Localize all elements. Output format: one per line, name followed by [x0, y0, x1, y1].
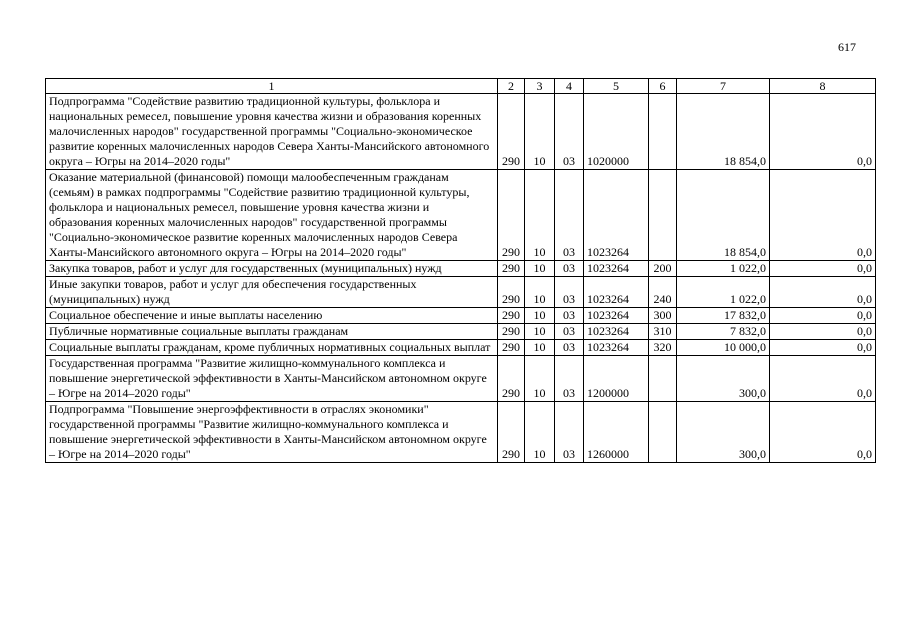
page-number: 617	[838, 40, 856, 54]
row-name-cell: Подпрограмма "Содействие развитию традиционной культуры, фольклора и национальных ремесел, повышение уровня качества жизни и образования коренных малочисленных народов" государственной программы "Социально-экономическое развитие коренных малочисленных народов Севера Ханты-Мансийского автономного округа – Югры на 2014–2020 годы"	[46, 94, 498, 170]
table-row	[46, 324, 876, 340]
table-row	[46, 356, 876, 402]
column-header: 8	[770, 79, 876, 94]
row-name-cell: Иные закупки товаров, работ и услуг для обеспечения государственных (муниципальных) нужд	[46, 277, 498, 308]
table-row	[46, 94, 876, 170]
target-article-cell: 1260000	[584, 402, 649, 463]
ministry-code-cell: 290	[498, 277, 525, 308]
federal-amount-cell: 0,0	[770, 170, 876, 261]
row-name-cell: Закупка товаров, работ и услуг для государственных (муниципальных) нужд	[46, 261, 498, 277]
federal-amount-cell: 0,0	[770, 340, 876, 356]
federal-amount-cell: 0,0	[770, 94, 876, 170]
table-row	[46, 277, 876, 308]
federal-amount-cell: 0,0	[770, 324, 876, 340]
amount-cell: 7 832,0	[677, 324, 770, 340]
column-header: 1	[46, 79, 498, 94]
column-header: 7	[677, 79, 770, 94]
target-article-cell: 1023264	[584, 170, 649, 261]
subsection-code-cell: 03	[555, 356, 584, 402]
subsection-code-cell: 03	[555, 340, 584, 356]
row-name-cell: Социальные выплаты гражданам, кроме публичных нормативных социальных выплат	[46, 340, 498, 356]
subsection-code-cell: 03	[555, 308, 584, 324]
column-header: 4	[555, 79, 584, 94]
ministry-code-cell: 290	[498, 170, 525, 261]
target-article-cell: 1023264	[584, 261, 649, 277]
amount-cell: 18 854,0	[677, 170, 770, 261]
ministry-code-cell: 290	[498, 308, 525, 324]
table-row	[46, 402, 876, 463]
table-row	[46, 308, 876, 324]
ministry-code-cell: 290	[498, 402, 525, 463]
amount-cell: 1 022,0	[677, 261, 770, 277]
section-code-cell: 10	[525, 324, 555, 340]
section-code-cell: 10	[525, 308, 555, 324]
amount-cell: 18 854,0	[677, 94, 770, 170]
federal-amount-cell: 0,0	[770, 356, 876, 402]
section-code-cell: 10	[525, 170, 555, 261]
column-header: 3	[525, 79, 555, 94]
amount-cell: 300,0	[677, 402, 770, 463]
expense-type-cell	[649, 356, 677, 402]
target-article-cell: 1023264	[584, 340, 649, 356]
expense-type-cell: 240	[649, 277, 677, 308]
subsection-code-cell: 03	[555, 324, 584, 340]
federal-amount-cell: 0,0	[770, 277, 876, 308]
amount-cell: 10 000,0	[677, 340, 770, 356]
row-name-cell: Государственная программа "Развитие жилищно-коммунального комплекса и повышение энергетической эффективности в Ханты-Мансийском автономном округе – Югре на 2014–2020 годы"	[46, 356, 498, 402]
ministry-code-cell: 290	[498, 356, 525, 402]
subsection-code-cell: 03	[555, 94, 584, 170]
section-code-cell: 10	[525, 402, 555, 463]
ministry-code-cell: 290	[498, 324, 525, 340]
amount-cell: 17 832,0	[677, 308, 770, 324]
table-row	[46, 261, 876, 277]
subsection-code-cell: 03	[555, 402, 584, 463]
table-header-row	[46, 79, 876, 94]
expense-type-cell	[649, 170, 677, 261]
expense-type-cell: 310	[649, 324, 677, 340]
ministry-code-cell: 290	[498, 94, 525, 170]
row-name-cell: Подпрограмма "Повышение энергоэффективности в отраслях экономики" государственной программы "Развитие жилищно-коммунального комплекса и повышение энергетической эффективности в Ханты-Мансийском автономном округе – Югре на 2014–2020 годы"	[46, 402, 498, 463]
target-article-cell: 1023264	[584, 277, 649, 308]
subsection-code-cell: 03	[555, 170, 584, 261]
subsection-code-cell: 03	[555, 261, 584, 277]
row-name-cell: Публичные нормативные социальные выплаты гражданам	[46, 324, 498, 340]
column-header: 6	[649, 79, 677, 94]
target-article-cell: 1020000	[584, 94, 649, 170]
amount-cell: 1 022,0	[677, 277, 770, 308]
table-row	[46, 170, 876, 261]
federal-amount-cell: 0,0	[770, 402, 876, 463]
ministry-code-cell: 290	[498, 261, 525, 277]
section-code-cell: 10	[525, 277, 555, 308]
ministry-code-cell: 290	[498, 340, 525, 356]
expense-type-cell: 200	[649, 261, 677, 277]
budget-table	[45, 78, 876, 463]
section-code-cell: 10	[525, 94, 555, 170]
row-name-cell: Социальное обеспечение и иные выплаты населению	[46, 308, 498, 324]
target-article-cell: 1200000	[584, 356, 649, 402]
row-name-cell: Оказание материальной (финансовой) помощи малообеспеченным гражданам (семьям) в рамках подпрограммы "Содействие развитию традиционной культуры, фольклора и национальных ремесел, повышение уровня качества жизни и образования коренных малочисленных народов" государственной программы "Социально-экономическое развитие коренных малочисленных народов Севера Ханты-Мансийского автономного округа – Югры на 2014–2020 годы"	[46, 170, 498, 261]
section-code-cell: 10	[525, 356, 555, 402]
expense-type-cell: 300	[649, 308, 677, 324]
column-header: 5	[584, 79, 649, 94]
section-code-cell: 10	[525, 261, 555, 277]
federal-amount-cell: 0,0	[770, 261, 876, 277]
federal-amount-cell: 0,0	[770, 308, 876, 324]
column-header: 2	[498, 79, 525, 94]
expense-type-cell	[649, 402, 677, 463]
expense-type-cell	[649, 94, 677, 170]
section-code-cell: 10	[525, 340, 555, 356]
target-article-cell: 1023264	[584, 308, 649, 324]
amount-cell: 300,0	[677, 356, 770, 402]
table-row	[46, 340, 876, 356]
subsection-code-cell: 03	[555, 277, 584, 308]
expense-type-cell: 320	[649, 340, 677, 356]
target-article-cell: 1023264	[584, 324, 649, 340]
